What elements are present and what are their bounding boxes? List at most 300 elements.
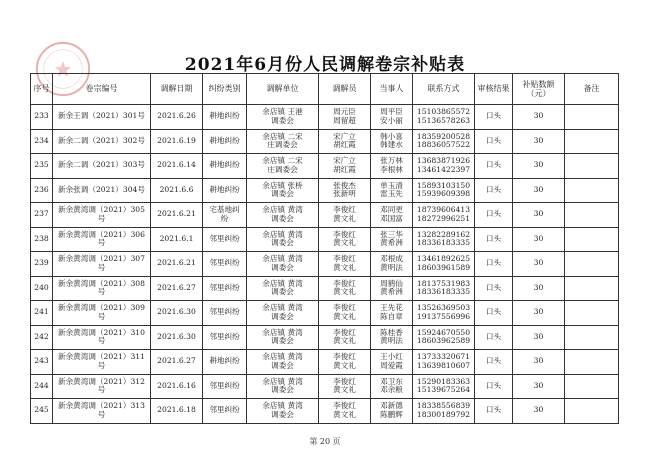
row-unit-line: 余店镇 黄湾 xyxy=(262,278,303,288)
row-parties-line: 邓根成 xyxy=(380,254,403,264)
row-subsidy-amount: 30 xyxy=(513,325,565,350)
row-date: 2021.6.14 xyxy=(151,154,203,179)
row-contact-line: 18603962589 xyxy=(416,336,471,346)
row-contact xyxy=(413,276,475,301)
row-mediator-line: 李俊红 xyxy=(333,254,356,264)
row-contact-line: 13683871926 xyxy=(416,156,471,166)
row-unit-line: 余店镇 黄湾 xyxy=(262,401,303,411)
row-parties-line: 王先花 xyxy=(380,303,403,313)
row-dispute-type xyxy=(203,276,247,301)
row-contact xyxy=(413,301,475,326)
row-parties-line: 陈鹏辉 xyxy=(380,409,403,419)
row-mediator-line: 张俊杰 xyxy=(333,180,356,190)
row-seq: 240 xyxy=(31,276,53,301)
row-dispute-type xyxy=(203,374,247,399)
row-mediator xyxy=(319,399,371,424)
row-contact xyxy=(413,350,475,375)
row-mediator-line: 黄文礼 xyxy=(333,311,356,321)
table-row xyxy=(31,374,619,399)
row-unit xyxy=(247,203,319,228)
row-mediator xyxy=(319,374,371,399)
row-dispute-type-line: 邻里纠纷 xyxy=(209,233,240,243)
row-parties-line: 黄明法 xyxy=(380,262,403,272)
row-parties-line: 安小丽 xyxy=(380,115,403,125)
row-dispute-type-line: 耕地纠纷 xyxy=(209,356,240,366)
row-dispute-type-line: 邻里纠纷 xyxy=(209,282,240,292)
row-contact-line: 15290183363 xyxy=(416,376,471,386)
row-parties-line: 邓余粮 xyxy=(380,385,403,395)
header-dispute-type: 纠纷类别 xyxy=(203,74,247,105)
row-contact xyxy=(413,252,475,277)
row-parties xyxy=(371,325,413,350)
row-contact xyxy=(413,154,475,179)
row-case-number xyxy=(53,203,151,228)
row-note xyxy=(565,227,619,252)
row-contact-line: 18137531983 xyxy=(416,278,471,288)
row-review-result: 口头 xyxy=(475,374,513,399)
row-parties-line: 韩建水 xyxy=(380,140,403,150)
row-contact-line: 18338556839 xyxy=(416,401,471,411)
row-case-number xyxy=(53,227,151,252)
row-case-number xyxy=(53,301,151,326)
row-note xyxy=(565,276,619,301)
row-date: 2021.6.18 xyxy=(151,399,203,424)
table-row xyxy=(31,276,619,301)
row-subsidy-amount: 30 xyxy=(513,399,565,424)
row-note xyxy=(565,374,619,399)
row-dispute-type-line: 耕地纠纷 xyxy=(209,135,240,145)
row-contact-line: 13282289162 xyxy=(416,229,471,239)
row-parties-line: 王小红 xyxy=(380,352,403,362)
row-case-number-line: 号 xyxy=(97,385,106,395)
row-dispute-type xyxy=(203,203,247,228)
row-unit-line: 调委会 xyxy=(271,360,294,370)
row-mediator xyxy=(319,129,371,154)
row-parties-line: 周爱霞 xyxy=(380,360,403,370)
row-case-number-line: 新余黄湾调（2021）306 xyxy=(58,229,145,239)
row-case-number xyxy=(53,105,151,130)
row-subsidy-amount: 30 xyxy=(513,178,565,203)
row-contact xyxy=(413,325,475,350)
row-dispute-type-line: 耕地纠纷 xyxy=(209,160,240,170)
table-row xyxy=(31,325,619,350)
row-mediator-line: 李俊红 xyxy=(333,376,356,386)
row-review-result: 口头 xyxy=(475,154,513,179)
row-contact xyxy=(413,227,475,252)
row-date: 2021.6.1 xyxy=(151,227,203,252)
subsidy-table xyxy=(30,73,619,424)
row-contact-line: 13526369503 xyxy=(416,303,471,313)
row-parties-line: 周平臣 xyxy=(380,107,403,117)
row-parties-line: 邓国富 xyxy=(380,213,403,223)
row-case-number xyxy=(53,154,151,179)
row-mediator-line: 李俊红 xyxy=(333,401,356,411)
row-unit-line: 调委会 xyxy=(271,287,294,297)
row-dispute-type xyxy=(203,154,247,179)
row-date: 2021.6.26 xyxy=(151,105,203,130)
row-date: 2021.6.21 xyxy=(151,203,203,228)
row-unit-line: 调委会 xyxy=(271,189,294,199)
row-mediator-line: 周元臣 xyxy=(333,107,356,117)
row-dispute-type-line: 邻里纠纷 xyxy=(209,380,240,390)
row-contact xyxy=(413,178,475,203)
header-case-number: 卷宗编号 xyxy=(53,74,151,105)
row-dispute-type xyxy=(203,227,247,252)
row-dispute-type-line: 耕地纠纷 xyxy=(209,184,240,194)
row-seq: 244 xyxy=(31,374,53,399)
row-parties-line: 邓卫东 xyxy=(380,376,403,386)
header-contact: 联系方式 xyxy=(413,74,475,105)
row-parties xyxy=(371,276,413,301)
row-mediator-line: 张新明 xyxy=(333,189,356,199)
row-unit xyxy=(247,252,319,277)
row-unit-line: 余店镇 黄湾 xyxy=(262,352,303,362)
row-parties xyxy=(371,203,413,228)
row-case-number xyxy=(53,399,151,424)
header-note: 备注 xyxy=(565,74,619,105)
row-contact-line: 18603961589 xyxy=(416,262,471,272)
row-unit xyxy=(247,178,319,203)
row-mediator xyxy=(319,203,371,228)
row-unit xyxy=(247,399,319,424)
row-date: 2021.6.30 xyxy=(151,325,203,350)
row-unit xyxy=(247,350,319,375)
row-case-number-line: 新余黄湾调（2021）311 xyxy=(58,352,145,362)
row-case-number-line: 新余黄湾调（2021）310 xyxy=(58,327,145,337)
row-case-number xyxy=(53,374,151,399)
row-seq: 239 xyxy=(31,252,53,277)
row-unit-line: 庄调委会 xyxy=(267,140,298,150)
row-parties-line: 周鹤仙 xyxy=(380,278,403,288)
row-mediator-line: 黄文礼 xyxy=(333,213,356,223)
row-case-number-line: 新余黄湾调（2021）313 xyxy=(58,401,145,411)
row-subsidy-amount: 30 xyxy=(513,129,565,154)
row-mediator-line: 黄文礼 xyxy=(333,287,356,297)
row-mediator-line: 李俊红 xyxy=(333,327,356,337)
row-contact xyxy=(413,203,475,228)
row-case-number-line: 号 xyxy=(97,311,106,321)
row-parties-line: 陈桂香 xyxy=(380,327,403,337)
row-parties-line: 黄希洲 xyxy=(380,238,403,248)
row-case-number xyxy=(53,350,151,375)
row-subsidy-amount: 30 xyxy=(513,154,565,179)
table-row xyxy=(31,105,619,130)
row-mediator-line: 黄文礼 xyxy=(333,336,356,346)
row-dispute-type xyxy=(203,399,247,424)
row-note xyxy=(565,350,619,375)
row-contact-line: 15893103150 xyxy=(416,180,471,190)
header-review-result: 审核结果 xyxy=(475,74,513,105)
row-unit-line: 余店镇 黄湾 xyxy=(262,303,303,313)
row-dispute-type-line: 邻里纠纷 xyxy=(209,307,240,317)
row-contact xyxy=(413,105,475,130)
row-seq: 242 xyxy=(31,325,53,350)
row-seq: 234 xyxy=(31,129,53,154)
row-parties xyxy=(371,350,413,375)
page-title: 2021年6月份人民调解卷宗补贴表 xyxy=(184,55,466,75)
row-unit-line: 余店镇 黄湾 xyxy=(262,376,303,386)
row-contact-line: 15924670550 xyxy=(416,327,471,337)
row-unit-line: 余店镇 黄湾 xyxy=(262,254,303,264)
header-date: 调解日期 xyxy=(151,74,203,105)
table-header-row xyxy=(31,74,619,105)
header-parties: 当事人 xyxy=(371,74,413,105)
table-row xyxy=(31,227,619,252)
row-unit-line: 调委会 xyxy=(271,238,294,248)
row-mediator xyxy=(319,301,371,326)
row-mediator-line: 李俊红 xyxy=(333,278,356,288)
row-note xyxy=(565,399,619,424)
row-seq: 238 xyxy=(31,227,53,252)
row-contact-line: 18300189792 xyxy=(416,409,471,419)
row-contact-line: 15939609398 xyxy=(416,189,471,199)
row-unit-line: 调委会 xyxy=(271,115,294,125)
table-row xyxy=(31,350,619,375)
row-review-result: 口头 xyxy=(475,301,513,326)
row-review-result: 口头 xyxy=(475,129,513,154)
table-row xyxy=(31,252,619,277)
row-unit-line: 调委会 xyxy=(271,409,294,419)
row-unit-line: 调委会 xyxy=(271,336,294,346)
row-unit-line: 余店镇 二宋 xyxy=(262,156,303,166)
row-case-number xyxy=(53,178,151,203)
row-note xyxy=(565,105,619,130)
row-dispute-type xyxy=(203,301,247,326)
row-mediator-line: 周留超 xyxy=(333,115,356,125)
row-review-result: 口头 xyxy=(475,276,513,301)
row-contact-line: 18359200528 xyxy=(416,131,471,141)
row-case-number-line: 号 xyxy=(97,409,106,419)
row-parties-line: 雷玉先 xyxy=(380,189,403,199)
row-date: 2021.6.27 xyxy=(151,276,203,301)
row-dispute-type xyxy=(203,178,247,203)
row-review-result: 口头 xyxy=(475,350,513,375)
row-review-result: 口头 xyxy=(475,105,513,130)
row-contact-line: 18336183335 xyxy=(416,238,471,248)
row-contact xyxy=(413,129,475,154)
row-mediator xyxy=(319,178,371,203)
row-case-number xyxy=(53,129,151,154)
row-parties-line: 张三华 xyxy=(380,229,403,239)
row-seq: 233 xyxy=(31,105,53,130)
row-case-number-line: 新余二调（2021）302号 xyxy=(58,135,145,145)
row-mediator-line: 李俊红 xyxy=(333,229,356,239)
row-date: 2021.6.27 xyxy=(151,350,203,375)
row-case-number-line: 新余黄湾调（2021）312 xyxy=(58,376,145,386)
row-dispute-type-line: 纷 xyxy=(220,213,229,223)
row-review-result: 口头 xyxy=(475,227,513,252)
row-mediator-line: 李俊红 xyxy=(333,205,356,215)
row-mediator-line: 李俊红 xyxy=(333,352,356,362)
row-dispute-type-line: 邻里纠纷 xyxy=(209,331,240,341)
row-unit-line: 余店镇 黄湾 xyxy=(262,229,303,239)
row-date: 2021.6.21 xyxy=(151,252,203,277)
row-contact-line: 15136578263 xyxy=(416,115,471,125)
row-parties-line: 邓同更 xyxy=(380,205,403,215)
row-case-number-line: 号 xyxy=(97,336,106,346)
row-mediator-line: 宋广立 xyxy=(333,156,356,166)
row-mediator-line: 黄文礼 xyxy=(333,409,356,419)
row-unit-line: 余店镇 王港 xyxy=(262,107,303,117)
row-unit-line: 余店镇 黄湾 xyxy=(262,205,303,215)
row-note xyxy=(565,325,619,350)
page-number: 第 20 页 xyxy=(309,437,341,446)
row-contact-line: 18836057522 xyxy=(416,140,471,150)
row-note xyxy=(565,154,619,179)
row-parties xyxy=(371,178,413,203)
row-unit xyxy=(247,227,319,252)
row-parties xyxy=(371,301,413,326)
row-subsidy-amount: 30 xyxy=(513,252,565,277)
row-note xyxy=(565,203,619,228)
row-note xyxy=(565,252,619,277)
row-contact-line: 18739606413 xyxy=(416,205,471,215)
row-unit xyxy=(247,276,319,301)
row-case-number-line: 号 xyxy=(97,262,106,272)
row-contact xyxy=(413,399,475,424)
row-unit-line: 余店镇 黄湾 xyxy=(262,327,303,337)
row-contact-line: 13461892625 xyxy=(416,254,471,264)
row-contact xyxy=(413,374,475,399)
row-parties xyxy=(371,105,413,130)
row-seq: 235 xyxy=(31,154,53,179)
row-unit-line: 调委会 xyxy=(271,385,294,395)
row-unit xyxy=(247,325,319,350)
row-mediator xyxy=(319,227,371,252)
row-note xyxy=(565,301,619,326)
header-unit: 调解单位 xyxy=(247,74,319,105)
row-unit-line: 调委会 xyxy=(271,213,294,223)
row-subsidy-amount: 30 xyxy=(513,374,565,399)
row-parties xyxy=(371,399,413,424)
row-contact-line: 13733320671 xyxy=(416,352,471,362)
row-parties xyxy=(371,374,413,399)
row-review-result: 口头 xyxy=(475,252,513,277)
row-dispute-type-line: 邻里纠纷 xyxy=(209,258,240,268)
row-parties-line: 单玉清 xyxy=(380,180,403,190)
row-dispute-type xyxy=(203,350,247,375)
header-subsidy-amount: 补贴数额（元） xyxy=(513,74,565,105)
row-case-number-line: 新余二调（2021）303号 xyxy=(58,160,145,170)
row-dispute-type xyxy=(203,105,247,130)
row-unit xyxy=(247,154,319,179)
row-date: 2021.6.6 xyxy=(151,178,203,203)
row-case-number-line: 新余张调（2021）304号 xyxy=(58,184,145,194)
row-mediator-line: 李俊红 xyxy=(333,303,356,313)
row-contact-line: 15139675264 xyxy=(416,385,471,395)
row-parties xyxy=(371,129,413,154)
row-seq: 237 xyxy=(31,203,53,228)
row-review-result: 口头 xyxy=(475,399,513,424)
row-case-number-line: 新余黄湾调（2021）309 xyxy=(58,303,145,313)
row-parties xyxy=(371,227,413,252)
row-review-result: 口头 xyxy=(475,203,513,228)
row-contact-line: 13461422397 xyxy=(416,164,471,174)
row-unit-line: 余店镇 二宋 xyxy=(262,131,303,141)
row-subsidy-amount: 30 xyxy=(513,276,565,301)
row-case-number xyxy=(53,276,151,301)
row-unit xyxy=(247,301,319,326)
row-mediator xyxy=(319,252,371,277)
row-seq: 236 xyxy=(31,178,53,203)
row-mediator-line: 黄文礼 xyxy=(333,385,356,395)
row-contact-line: 18272996251 xyxy=(416,213,471,223)
row-seq: 245 xyxy=(31,399,53,424)
row-mediator-line: 黄文礼 xyxy=(333,262,356,272)
row-unit-line: 庄调委会 xyxy=(267,164,298,174)
row-mediator xyxy=(319,350,371,375)
header-mediator: 调解员 xyxy=(319,74,371,105)
header-seq: 序号 xyxy=(31,74,53,105)
row-case-number-line: 新余王调（2021）301号 xyxy=(58,111,145,121)
row-mediator-line: 黄文礼 xyxy=(333,360,356,370)
row-case-number xyxy=(53,325,151,350)
row-parties-line: 黄希洲 xyxy=(380,287,403,297)
row-contact-line: 18336183335 xyxy=(416,287,471,297)
row-parties xyxy=(371,252,413,277)
row-mediator-line: 黄文礼 xyxy=(333,238,356,248)
row-note xyxy=(565,178,619,203)
row-contact-line: 13639810607 xyxy=(416,360,471,370)
row-unit xyxy=(247,129,319,154)
row-unit-line: 调委会 xyxy=(271,311,294,321)
row-parties-line: 李根林 xyxy=(380,164,403,174)
row-dispute-type-line: 宅基地纠 xyxy=(209,205,240,215)
row-unit-line: 调委会 xyxy=(271,262,294,272)
row-dispute-type-line: 邻里纠纷 xyxy=(209,405,240,415)
table-row xyxy=(31,154,619,179)
row-case-number-line: 号 xyxy=(97,213,106,223)
table-row xyxy=(31,203,619,228)
row-mediator xyxy=(319,154,371,179)
row-case-number xyxy=(53,252,151,277)
row-dispute-type xyxy=(203,325,247,350)
row-subsidy-amount: 30 xyxy=(513,350,565,375)
row-seq: 241 xyxy=(31,301,53,326)
table-row xyxy=(31,399,619,424)
row-case-number-line: 新余黄湾调（2021）308 xyxy=(58,278,145,288)
row-unit xyxy=(247,374,319,399)
row-subsidy-amount: 30 xyxy=(513,203,565,228)
row-case-number-line: 号 xyxy=(97,360,106,370)
row-note xyxy=(565,129,619,154)
row-review-result: 口头 xyxy=(475,178,513,203)
row-case-number-line: 号 xyxy=(97,238,106,248)
row-mediator xyxy=(319,276,371,301)
row-date: 2021.6.30 xyxy=(151,301,203,326)
row-case-number-line: 号 xyxy=(97,287,106,297)
row-subsidy-amount: 30 xyxy=(513,227,565,252)
row-seq: 243 xyxy=(31,350,53,375)
row-dispute-type xyxy=(203,129,247,154)
row-subsidy-amount: 30 xyxy=(513,105,565,130)
row-parties-line: 陈自章 xyxy=(380,311,403,321)
row-mediator xyxy=(319,325,371,350)
row-parties-line: 邓新德 xyxy=(380,401,403,411)
row-case-number-line: 新余黄湾调（2021）307 xyxy=(58,254,145,264)
row-case-number-line: 新余黄湾调（2021）305 xyxy=(58,205,145,215)
row-review-result: 口头 xyxy=(475,325,513,350)
row-unit-line: 余店镇 张桥 xyxy=(262,180,303,190)
row-unit xyxy=(247,105,319,130)
table-row xyxy=(31,178,619,203)
row-parties xyxy=(371,154,413,179)
row-subsidy-amount: 30 xyxy=(513,301,565,326)
table-row xyxy=(31,301,619,326)
row-contact-line: 19137556996 xyxy=(416,311,471,321)
row-parties-line: 黄明法 xyxy=(380,336,403,346)
row-mediator xyxy=(319,105,371,130)
